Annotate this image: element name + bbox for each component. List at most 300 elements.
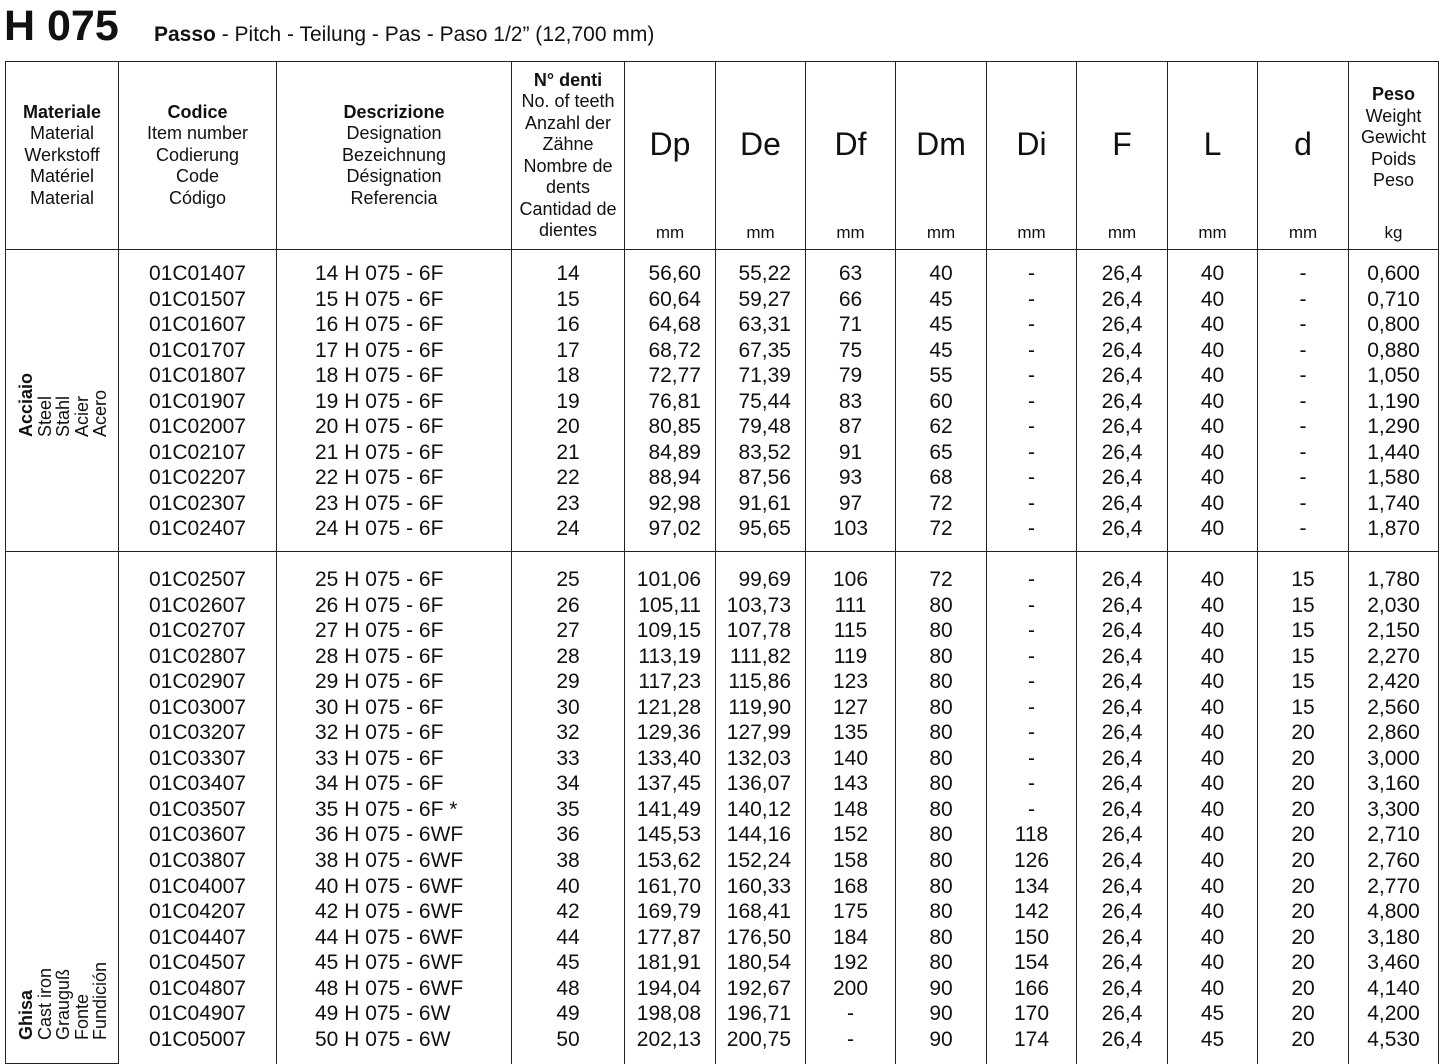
table-cell: 1,580 [1367,466,1420,490]
table-cell: - [1299,491,1307,515]
table-cell: 160,33 [726,874,791,898]
table-cell: 152,24 [726,849,791,873]
table-cell: - [1028,415,1035,439]
table-cell: 161,70 [636,874,701,898]
table-cell: 80 [929,849,953,873]
table-cell: 27 [556,619,580,643]
table-cell: - [1028,644,1035,668]
label-translation: dents [545,177,591,197]
table-cell: 01C03807 [149,849,246,873]
label-translation: Nombre de [523,155,613,176]
pitch-subtitle [154,22,654,48]
table-cell: 20 [1291,721,1315,745]
dp-column [625,567,715,1052]
table-cell: 4,140 [1367,976,1420,1000]
label-translation: Acero [90,389,110,437]
pitch-label: Passo [154,23,216,46]
table-cell: 40 [1200,772,1225,796]
table-cell: 3,180 [1367,925,1420,949]
table-cell: 137,45 [636,772,701,796]
table-cell: 15 [1291,644,1315,668]
table-cell: 40 [1200,517,1225,541]
table-cell: 0,880 [1367,338,1420,362]
table-cell: 45 [556,951,580,975]
table-cell: 26,4 [1101,338,1143,362]
table-cell: 40 [1200,849,1225,873]
table-cell: 72,77 [648,364,701,388]
table-cell: 80 [929,823,953,847]
label-translation: Bezeichnung [341,144,447,165]
table-cell: 40 [1200,338,1225,362]
table-cell: 92,98 [648,491,701,515]
table-cell: 45 H 075 - 6WF [315,951,464,975]
table-cell: 20 [1291,976,1315,1000]
table-cell: 134 [1013,874,1050,898]
table-cell: 01C03407 [149,772,246,796]
table-cell: 25 H 075 - 6F [315,568,444,591]
table-cell: 24 [556,517,580,541]
table-cell: 36 H 075 - 6WF [315,823,464,847]
table-cell: 90 [929,976,953,1000]
group-steel [6,250,1439,552]
table-cell: 80 [929,951,953,975]
label-translation: Code [175,166,220,187]
table-cell: 26,4 [1101,440,1143,464]
table-cell: 169,79 [636,900,701,924]
table-cell: 01C01907 [149,389,246,413]
pitch-value: - Pitch - Teilung - Pas - Paso 1/2” (12,700 mm) [215,23,655,46]
table-cell: 26,4 [1101,466,1143,490]
table-cell: 14 [556,262,580,285]
table-cell: 01C01707 [149,338,246,362]
table-cell: - [1028,593,1035,617]
table-cell: 63 [838,262,863,285]
table-cell: 140 [832,746,869,770]
table-cell: 01C01507 [149,287,246,311]
table-cell: 28 H 075 - 6F [315,644,444,668]
table-cell: 49 H 075 - 6W [315,1002,451,1026]
df-column [806,567,895,1052]
table-cell: 16 H 075 - 6F [315,313,444,337]
table-cell: 90 [929,1002,953,1026]
label-translation: Item number [146,123,249,144]
table-cell: 01C03507 [149,797,246,821]
table-cell: 26,4 [1101,593,1143,617]
dm-column [896,261,986,542]
table-cell: 40 [1200,823,1225,847]
table-cell: 01C05007 [149,1027,246,1051]
table-cell: - [1028,746,1035,770]
table-cell: 26,4 [1101,287,1143,311]
table-cell: 26,4 [1101,313,1143,337]
table-cell: 80 [929,695,953,719]
table-cell: 2,770 [1367,874,1420,898]
table-cell: 17 [556,338,580,362]
l-column [1168,261,1257,542]
table-cell: 45 [929,338,953,362]
label-translation: No. of teeth [521,91,615,111]
table-cell: 36 [556,823,580,847]
table-cell: - [1299,338,1307,362]
table-cell: 19 H 075 - 6F [315,389,444,413]
table-cell: 15 [1291,695,1315,719]
table-cell: 26,4 [1101,849,1143,873]
table-cell: 200 [832,976,869,1000]
table-cell: 15 H 075 - 6F [315,287,444,311]
table-cell: 60,64 [648,287,701,311]
table-cell: 142 [1013,900,1050,924]
weight-column [1349,261,1438,542]
label-translation: Referencia [350,187,438,208]
table-cell: 71,39 [738,364,791,388]
teeth-column [512,261,624,542]
table-cell: 80 [929,619,953,643]
table-cell: 22 [556,466,580,490]
table-cell: 4,800 [1367,900,1420,924]
label-translation: Codierung [155,144,240,165]
table-cell: 72 [929,517,953,541]
table-cell: 109,15 [636,619,701,643]
label-primary: Ghisa [16,989,36,1040]
table-cell: 127,99 [726,721,791,745]
table-cell: 01C01807 [149,364,246,388]
table-cell: - [1028,695,1035,719]
label-translation: Grauguß [53,968,73,1040]
table-cell: 01C03307 [149,746,246,770]
table-cell: 18 [556,364,580,388]
table-cell: 40 [1200,695,1225,719]
df-column [806,261,895,542]
table-cell: 0,800 [1367,313,1420,337]
table-cell: 40 [1200,797,1225,821]
table-cell: - [1299,262,1307,285]
table-cell: 2,560 [1367,695,1420,719]
label-translation: Designation [346,123,442,144]
table-cell: 40 [1200,951,1225,975]
header-l: L mm [1168,62,1258,250]
header-d: d mm [1258,62,1349,250]
table-cell: 99,69 [738,568,791,591]
table-cell: 26,4 [1101,517,1143,541]
table-cell: - [1028,338,1035,362]
header-di: Di mm [987,62,1077,250]
table-cell: 64,68 [648,313,701,337]
table-cell: 40 [1200,287,1225,311]
table-cell: 40 [1200,440,1225,464]
table-cell: - [1028,466,1035,490]
table-cell: 97 [838,491,863,515]
table-cell: 01C03207 [149,721,246,745]
table-cell: 140,12 [726,797,791,821]
table-cell: 59,27 [738,287,791,311]
table-cell: 107,78 [726,619,791,643]
table-cell: 15 [556,287,580,311]
table-cell: 40 [1200,976,1225,1000]
label-primary: N° denti [533,69,603,90]
table-cell: 123 [832,670,869,694]
table-cell: 26,4 [1101,951,1143,975]
table-cell: 3,160 [1367,772,1420,796]
table-cell: 50 [556,1027,580,1051]
codes-column [119,261,276,542]
table-cell: - [1299,466,1307,490]
label-primary: Descrizione [343,101,445,122]
table-cell: 103 [832,517,869,541]
di-column [987,261,1076,542]
table-cell: 50 H 075 - 6W [315,1027,451,1051]
dp-column [625,261,715,542]
table-cell: 80 [929,772,953,796]
table-cell: - [1028,797,1035,821]
label-primary: Peso [1371,84,1416,104]
table-cell: 80 [929,721,953,745]
table-cell: 34 [556,772,580,796]
table-cell: 01C04007 [149,874,246,898]
table-cell: 40 [1200,313,1225,337]
table-cell: 106 [832,568,869,591]
table-cell: 176,50 [726,925,791,949]
table-cell: 32 H 075 - 6F [315,721,444,745]
table-cell: 177,87 [636,925,701,949]
table-cell: 79,48 [738,415,791,439]
header-row [6,62,1439,250]
table-cell: 0,600 [1367,262,1420,285]
table-cell: 20 [1291,1027,1315,1051]
table-cell: 84,89 [648,440,701,464]
table-cell: 180,54 [726,951,791,975]
table-cell: 66 [838,287,863,311]
table-cell: 1,190 [1367,389,1420,413]
table-cell: 29 [556,670,580,694]
table-cell: 20 [1291,951,1315,975]
table-cell: 154 [1013,951,1050,975]
table-cell: 101,06 [636,568,701,591]
header-material [6,62,119,250]
table-cell: 95,65 [738,517,791,541]
header-weight: Peso Weight Gewicht Poids Peso kg [1349,62,1439,250]
label-translation: dientes [538,220,598,240]
table-cell: 153,62 [636,849,701,873]
table-cell: 17 H 075 - 6F [315,338,444,362]
table-cell: 49 [556,1002,580,1026]
label-translation: Cantidad de [519,198,617,219]
table-cell: 20 [1291,746,1315,770]
table-cell: 4,530 [1367,1027,1420,1051]
table-cell: 01C02407 [149,517,246,541]
table-cell: 2,710 [1367,823,1420,847]
description-column [277,567,511,1052]
table-cell: 127 [832,695,869,719]
table-cell: 20 [1291,772,1315,796]
table-cell: 80 [929,925,953,949]
table-cell: 40 [1200,568,1225,591]
table-cell: 35 [556,797,580,821]
table-cell: 38 [556,849,580,873]
table-cell: 136,07 [726,772,791,796]
table-cell: - [1028,721,1035,745]
weight-column [1349,567,1438,1052]
table-cell: - [1028,389,1035,413]
header-description [277,62,512,250]
table-cell: 132,03 [726,746,791,770]
table-cell: 1,870 [1367,517,1420,541]
teeth-column [512,567,624,1052]
table-cell: 01C02507 [149,568,246,591]
table-cell: 01C02807 [149,644,246,668]
table-cell: 20 [1291,797,1315,821]
table-cell: 166 [1013,976,1050,1000]
table-cell: 3,300 [1367,797,1420,821]
table-cell: 26 H 075 - 6F [315,593,444,617]
table-cell: 40 H 075 - 6WF [315,874,464,898]
table-cell: 68 [929,466,953,490]
table-cell: - [1028,440,1035,464]
table-cell: - [1028,313,1035,337]
header-dm: Dm mm [896,62,987,250]
table-cell: 26,4 [1101,670,1143,694]
table-cell: 26,4 [1101,823,1143,847]
table-cell: 20 [1291,900,1315,924]
label-primary: Materiale [22,101,102,122]
table-cell: 40 [1200,389,1225,413]
table-cell: 1,780 [1367,568,1420,591]
table-cell: 26,4 [1101,491,1143,515]
table-cell: - [1028,619,1035,643]
table-cell: 111 [834,593,867,617]
table-cell: 40 [1200,593,1225,617]
table-cell: 80 [929,644,953,668]
table-cell: 0,710 [1367,287,1420,311]
table-cell: - [1028,491,1035,515]
table-cell: 40 [556,874,580,898]
table-cell: 72 [929,491,953,515]
table-cell: 1,440 [1367,440,1420,464]
table-cell: 117,23 [638,670,701,694]
l-column [1168,567,1257,1052]
table-cell: 16 [556,313,580,337]
table-cell: - [1028,670,1035,694]
label-translation: Fonte [71,993,92,1040]
table-cell: 26,4 [1101,721,1143,745]
table-cell: 01C04407 [149,925,246,949]
de-column [716,567,805,1052]
table-cell: 40 [1200,670,1225,694]
table-cell: 01C02307 [149,491,246,515]
table-cell: 192 [832,951,869,975]
table-cell: 01C02007 [149,415,246,439]
table-cell: 105,11 [638,593,701,617]
table-cell: 111,82 [729,644,791,668]
label-primary: Codice [167,101,228,122]
table-cell: 2,760 [1367,849,1420,873]
table-cell: 129,36 [636,721,701,745]
table-cell: 80 [929,593,953,617]
table-cell: 01C02607 [149,593,246,617]
table-cell: 168,41 [726,900,791,924]
table-cell: 79 [838,364,863,388]
table-cell: 202,13 [636,1027,701,1051]
table-cell: 56,60 [648,262,701,285]
table-cell: 62 [929,415,953,439]
table-cell: 18 H 075 - 6F [315,364,444,388]
table-cell: 152 [832,823,869,847]
label-translation: Poids [1370,148,1417,169]
de-column [716,261,805,542]
table-cell: 40 [1200,874,1225,898]
table-cell: 144,16 [726,823,791,847]
table-cell: 34 H 075 - 6F [315,772,444,796]
header-teeth [512,62,625,250]
table-cell: 3,000 [1367,746,1420,770]
table-cell: 40 [1200,746,1225,770]
table-cell: 21 H 075 - 6F [315,440,444,464]
label-translation: Peso [1372,170,1415,190]
table-cell: 1,740 [1367,491,1420,515]
table-cell: 38 H 075 - 6WF [315,849,464,873]
table-cell: 40 [1200,364,1225,388]
table-cell: 24 H 075 - 6F [315,517,444,541]
table-cell: 115,86 [728,670,791,694]
table-cell: 26,4 [1101,772,1143,796]
label-translation: Anzahl der [524,112,612,133]
table-cell: 01C04907 [149,1002,246,1026]
label-primary: Acciaio [16,372,36,437]
table-cell: 3,460 [1367,951,1420,975]
table-cell: 26,4 [1101,695,1143,719]
table-cell: - [1299,389,1307,413]
table-cell: 55,22 [738,262,791,285]
table-cell: 20 [1291,823,1315,847]
table-cell: 135 [832,721,869,745]
table-cell: 01C03007 [149,695,246,719]
table-cell: 27 H 075 - 6F [315,619,444,643]
table-cell: 181,91 [636,951,701,975]
d-column [1258,261,1348,542]
table-cell: 87 [838,415,863,439]
table-cell: - [1299,313,1307,337]
table-cell: 83 [838,389,863,413]
table-cell: - [1028,364,1035,388]
table-cell: 01C03607 [149,823,246,847]
table-cell: 40 [1200,925,1225,949]
table-cell: 103,73 [726,593,791,617]
table-cell: 97,02 [648,517,701,541]
label-translation: Material [29,187,95,208]
table-cell: 40 [1200,491,1225,515]
f-column [1077,567,1167,1052]
header-code [119,62,277,250]
table-cell: 01C01607 [149,313,246,337]
di-column [987,567,1076,1052]
table-cell: 93 [838,466,863,490]
table-cell: 44 H 075 - 6WF [315,925,464,949]
table-cell: 29 H 075 - 6F [315,670,444,694]
table-cell: 28 [556,644,580,668]
table-cell: 15 [1291,568,1315,591]
table-cell: 40 [1200,721,1225,745]
table-cell: 20 [556,415,580,439]
table-cell: 63,31 [738,313,791,337]
table-cell: 115 [833,619,868,643]
table-cell: 40 [1200,415,1225,439]
table-cell: 26,4 [1101,1002,1143,1026]
table-cell: 26,4 [1101,1027,1143,1051]
table-cell: 91,61 [738,491,791,515]
spec-table [5,61,1439,1064]
label-translation: Cast iron [34,967,55,1040]
table-cell: 40 [1200,262,1225,285]
table-cell: 71 [838,313,863,337]
